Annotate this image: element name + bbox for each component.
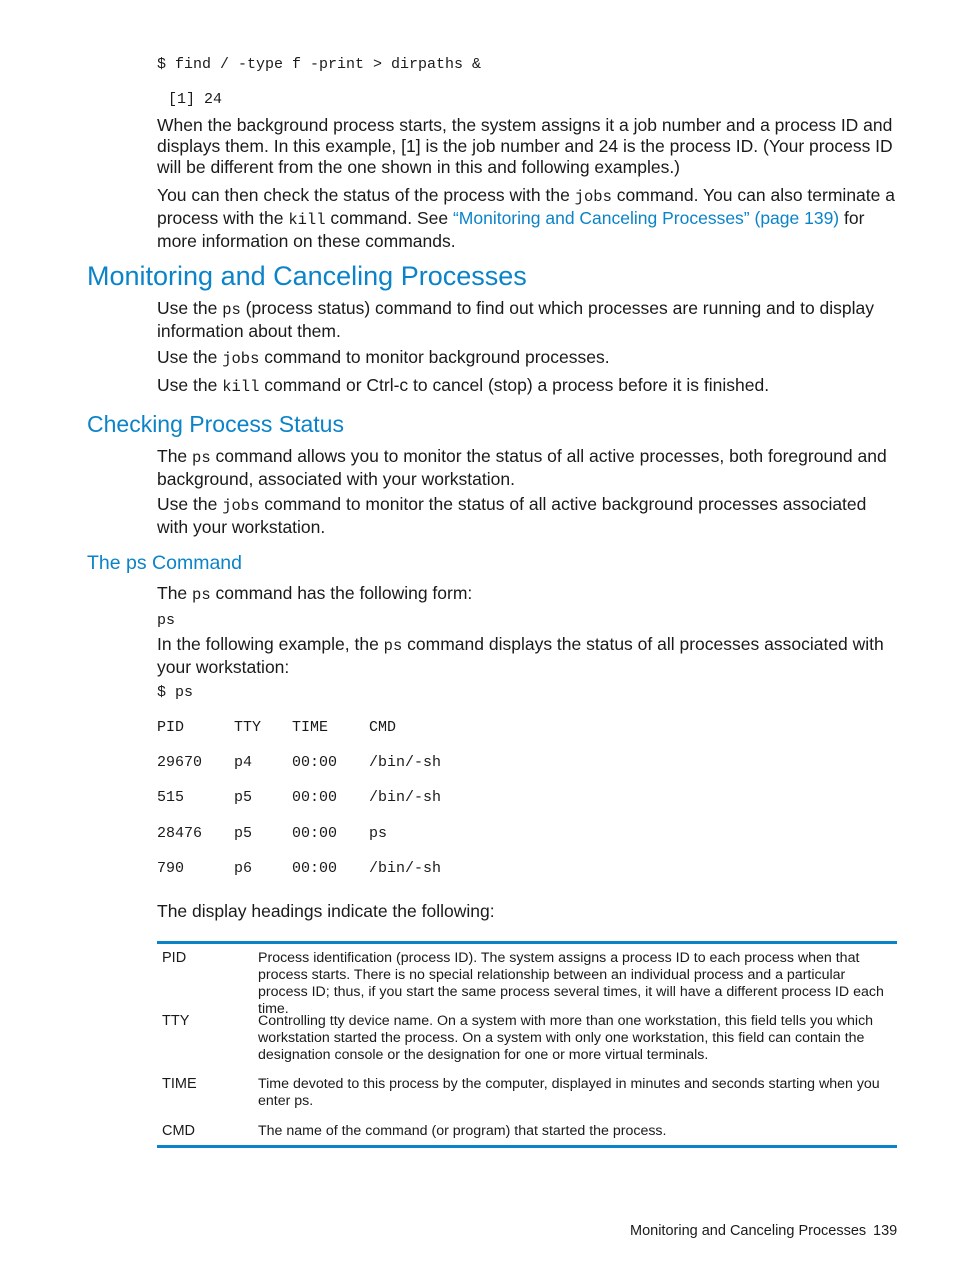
inline-code: jobs [574,188,612,206]
definition-description: Time devoted to this process by the computer, displayed in minutes and seconds starting when you enter ps. [258,1076,880,1109]
cell-cmd: ps [369,825,388,842]
monitor-paragraph-2 [157,347,902,370]
inline-code: kill [288,211,326,229]
text-run: command. See [325,208,453,228]
heading-checking-status: Checking Process Status [87,411,344,437]
heading-ps-command: The ps Command [87,552,242,574]
text-run: command has the following form: [210,583,473,603]
ps-paragraph-3: The display headings indicate the following: [157,901,495,921]
text-run: The [157,583,193,603]
text-run: command allows you to monitor the status of all active processes, both foreground and background, associated with your workstation. [157,446,887,489]
monitor-paragraph-1 [157,298,902,342]
cell-tty: p5 [234,825,253,842]
cell-cmd: /bin/-sh [369,789,442,806]
text-run: Use the [157,375,223,395]
ps-prompt-code: $ ps [157,684,194,701]
ps-output-header [0,719,954,739]
inline-code: ps [222,301,241,319]
cell-tty: p4 [234,754,253,771]
text-run: Use the [157,347,223,367]
text-run: In the following example, the [157,634,384,654]
definition-description: Process identification (process ID). The system assigns a process ID to each process when that process starts. There is no special relationship between an individual process and a particular process ID; thus, if you start the same process several times, it will have a different process ID each time. [258,950,884,1017]
definition-description: The name of the command (or program) that started the process. [258,1123,667,1139]
ps-paragraph-2 [157,634,902,678]
cross-reference-link[interactable]: “Monitoring and Canceling Processes” (page 139) [452,208,840,228]
heading-monitoring: Monitoring and Canceling Processes [87,261,527,291]
text-run: command displays the status of all processes associated with your workstation: [157,634,884,677]
text-run: command or Ctrl-c to cancel (stop) a process before it is finished. [259,375,770,395]
cell-tty: p5 [234,789,253,806]
ps-output-row [0,754,954,774]
text-run: (process status) command to find out which processes are running and to display information about them. [157,298,875,341]
status-paragraph-1 [157,446,902,490]
cell-time: 00:00 [292,860,338,877]
cell-cmd: /bin/-sh [369,754,442,771]
cell-time: 00:00 [292,825,338,842]
header-time: TIME [292,719,329,736]
inline-code: ps [383,637,403,655]
text-run: You can then check the status of the process with the [157,185,575,205]
text-run: command to monitor the status of all active background processes associated with your workstation. [157,494,867,537]
ps-output-row [0,825,954,845]
code-job-output: [1] 24 [168,91,223,108]
header-pid: PID [157,719,185,736]
inline-code: ps [192,586,211,604]
footer-page-number: 139 [873,1223,898,1239]
cell-time: 00:00 [292,754,338,771]
status-paragraph-2 [157,494,902,538]
cell-pid: 790 [157,860,185,877]
text-run: command. You can also terminate a process with the [157,185,895,228]
inline-code: kill [222,378,260,396]
cell-pid: 28476 [157,825,203,842]
text-run: Use the [157,494,223,514]
ps-output-row [0,789,954,809]
intro-paragraph-1: When the background process starts, the system assigns it a job number and a process ID and displays them. In this example, [1] is the job number and 24 is the process ID. (Your process ID will be different from the one shown in this and following examples.) [157,115,893,177]
cell-tty: p6 [234,860,253,877]
cell-time: 00:00 [292,789,338,806]
cell-pid: 29670 [157,754,203,771]
definition-term: TTY [162,1013,190,1029]
definition-term: CMD [162,1123,196,1139]
text-run: Use the [157,298,223,318]
ps-paragraph-1 [157,583,902,606]
definition-term: PID [162,950,187,966]
code-find-command: $ find / -type f -print > dirpaths & [157,56,482,73]
definition-term: TIME [162,1076,197,1092]
ps-form-code: ps [157,612,176,629]
inline-code: jobs [222,350,260,368]
text-run: for more information on these commands. [157,208,865,251]
ps-output-row [0,860,954,880]
header-cmd: CMD [369,719,397,736]
footer-section-title: Monitoring and Canceling Processes [630,1223,867,1239]
definition-description: Controlling tty device name. On a system with more than one workstation, this field tells you which workstation started the process. On a system with only one workstation, this field can contain the designation console or the designation for one or more virtual terminals. [258,1013,874,1063]
inline-code: jobs [222,497,260,515]
inline-code: ps [192,449,211,467]
monitor-paragraph-3 [157,375,902,398]
intro-paragraph-2 [157,185,902,252]
table-top-rule [157,941,897,944]
text-run: command to monitor background processes. [259,347,610,367]
cell-pid: 515 [157,789,185,806]
cell-cmd: /bin/-sh [369,860,442,877]
table-bottom-rule [157,1145,897,1148]
header-tty: TTY [234,719,262,736]
text-run: The [157,446,193,466]
